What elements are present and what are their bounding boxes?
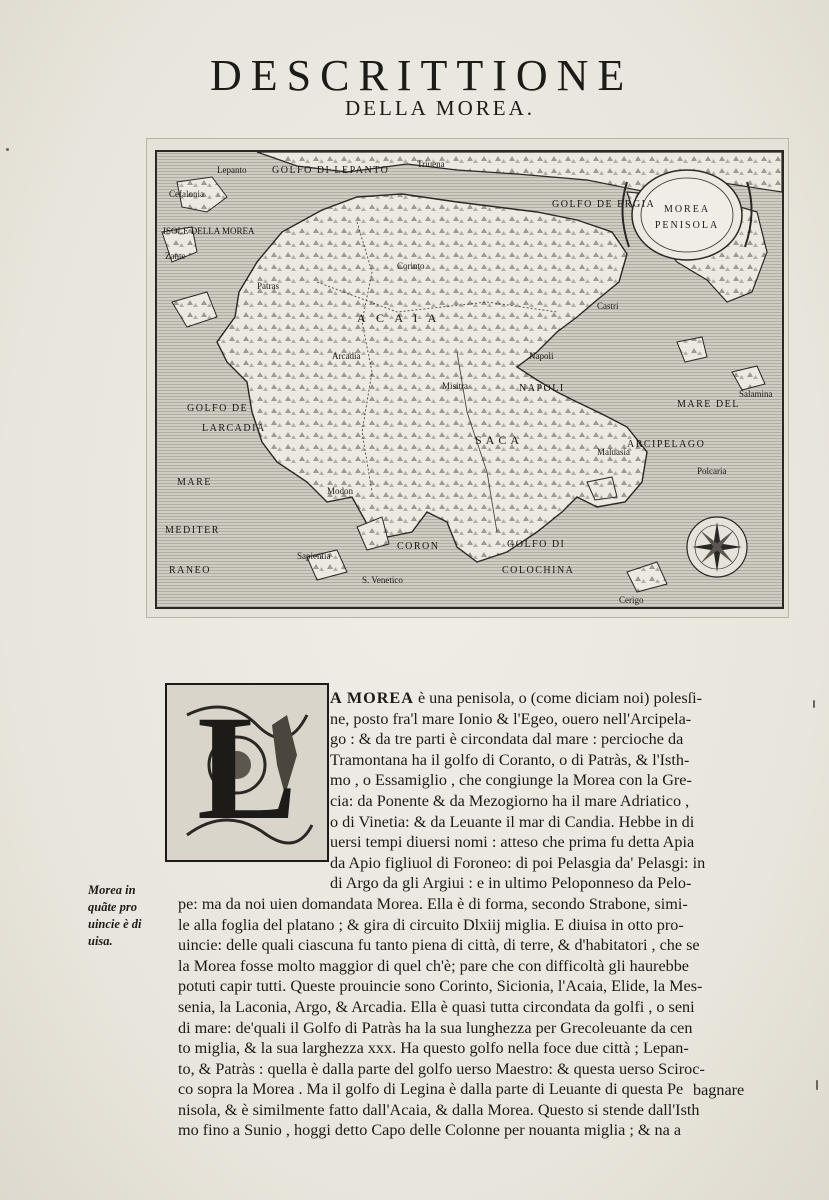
map-label-golfo-de: GOLFO DE [187, 403, 249, 414]
map-label-cerigo: Cerigo [619, 595, 644, 605]
text-line-12: le alla foglia del platano ; & gira di circuito Dlxiij miglia. E diuisa in otto pro- [178, 915, 684, 934]
text-line-20: co sopra la Morea . Ma il golfo di Legina è dalla parte di Leuante di questa Pe [178, 1080, 684, 1099]
map-label-misitra: Misitra [442, 381, 468, 391]
map-label-malvasia: Maluasia [597, 447, 630, 457]
map-label-larcadia: LARCADIA [202, 423, 266, 434]
map-label-zante: Zante [165, 251, 186, 261]
map-label-polcaria: Polcaria [697, 466, 727, 476]
text-line-4: Tramontana ha il golfo di Coranto, o di Patràs, & l'Isth- [330, 750, 690, 769]
map-label-acaia: A C A I A [357, 311, 441, 325]
text-line-8: uersi tempi diuersi nomi : atteso che prima fu detta Apia [330, 833, 695, 852]
map-label-arcadia: Arcadia [332, 351, 361, 361]
margin-note-line-1: Morea in [88, 883, 136, 897]
text-lead-words: A MOREA [330, 689, 414, 707]
map-label-golfo-lepanto: GOLFO DI LEPANTO [272, 165, 390, 176]
margin-note-line-2: quãte pro [88, 900, 137, 914]
text-line-1-rest: è una penisola, o (come diciam noi) polesſi- [413, 689, 703, 707]
map-label-mare: MARE [177, 477, 212, 488]
map-label-napoli: NAPOLI [519, 383, 565, 394]
text-line-11: pe: ma da noi uien domandata Morea. Ella è di forma, secondo Strabone, simi- [178, 894, 688, 913]
map-label-corinto: Corinto [397, 261, 425, 271]
map-label-colochina: COLOCHINA [502, 565, 575, 576]
text-line-16: senia, la Laconia, Argo, & Arcadia. Ella è quasi tutta circondata da golfi , o seni [178, 997, 695, 1016]
map-label-lepanto: Lepanto [217, 165, 247, 175]
text-line-3: go : & da tre parti è circondata dal mare : percioche da [330, 730, 684, 749]
map-label-mare-del: MARE DEL [677, 399, 740, 410]
map-label-saca: SACA [475, 433, 524, 447]
cartouche-line-2: PENISOLA [654, 220, 720, 231]
map-label-napoli-romania: Napoli [529, 351, 554, 361]
text-line-18: to miglia, & la sua larghezza xxx. Ha questo golfo nella foce due città ; Lepan- [178, 1039, 689, 1058]
compass-rose-icon [687, 517, 747, 577]
text-line-14: la Morea fosse molto maggior di quel ch'è; pare che con difficoltà gli haurebbe [178, 956, 689, 975]
text-line-9: da Apio figliuol di Foroneo: di poi Pelasgia da' Pelasgi: in [330, 853, 706, 872]
text-line-7: o di Vinetia: & da Leuante il mar di Candia. Hebbe in di [330, 812, 695, 831]
paper-speck [6, 148, 9, 151]
initial-letter: L [197, 685, 298, 851]
margin-note [88, 882, 170, 950]
map-label-golfo-di: GOLFO DI [507, 539, 566, 550]
map-label-coron: CORON [397, 541, 440, 552]
map-label-isole: ISOLE DELLA MOREA [163, 226, 255, 236]
margin-note-line-4: uisa. [88, 934, 113, 948]
map-label-golfo-ergia: GOLFO DE ERGIA [552, 199, 656, 210]
text-line-1 [178, 688, 778, 709]
map-label-cefalonia: Cefalonia [169, 189, 204, 199]
text-line-22: mo fino a Sunio , hoggi detto Capo delle Colonne per nouanta miglia ; & na a [178, 1121, 682, 1140]
text-line-10: di Argo da gli Argiui : e in ultimo Peloponneso da Pelo- [330, 874, 692, 893]
map-label-modon: Modon [327, 486, 354, 496]
map-label-salamina: Salamina [739, 389, 773, 399]
map-label-venetico: S. Venetico [362, 575, 403, 585]
map-label-mediter: MEDITER [165, 525, 220, 536]
text-line-15: potuti capir tutti. Queste prouincie sono Corinto, Sicionia, l'Acaia, Elide, la Mes- [178, 977, 703, 996]
map-label-trinite: Triuena [417, 159, 445, 169]
map-cartouche [627, 170, 747, 265]
paper-speck [813, 700, 815, 708]
map-label-raneo: RANEO [169, 565, 211, 576]
page-title: DESCRITTIONE [210, 51, 634, 100]
text-line-2: ne, posto fra'l mare Ionio & l'Egeo, ouero nell'Arcipela- [330, 709, 692, 728]
text-line-19: to, & Patràs : quella è dalla parte del golfo uerso Maestro: & questa uerso Sciroc- [178, 1059, 705, 1078]
page-subtitle: DELLA MOREA. [345, 96, 535, 120]
map-label-patras: Patras [257, 281, 279, 291]
paper-speck [816, 1080, 818, 1090]
text-line-6: cia: da Ponente & da Mezogiorno ha il mare Adriatico , [330, 791, 690, 810]
text-line-21: nisola, & è similmente fatto dall'Acaia, & dalla Morea. Questo si stende dall'Isth [178, 1100, 700, 1119]
cartouche-line-1: MOREA [663, 204, 711, 215]
text-line-13: uincie: delle quali ciascuna fu tanto piena di città, di terre, & d'habitatori , che se [178, 936, 700, 955]
margin-note-line-3: uincie è di [88, 917, 142, 931]
map-of-morea [155, 150, 784, 609]
text-line-17: di mare: de'quali il Golfo di Patràs ha la sua lunghezza per Grecoleuante da cen [178, 1018, 693, 1037]
catchword: bagnare [693, 1081, 745, 1099]
main-text-block [178, 685, 778, 1141]
map-label-castri: Castri [597, 301, 619, 311]
map-label-sapientia: Sapientia [297, 551, 331, 561]
text-line-5: mo , o Essamiglio , che congiunge la Morea con la Gre- [330, 771, 692, 790]
map-label-arcipelago: ARCIPELAGO [627, 439, 706, 450]
